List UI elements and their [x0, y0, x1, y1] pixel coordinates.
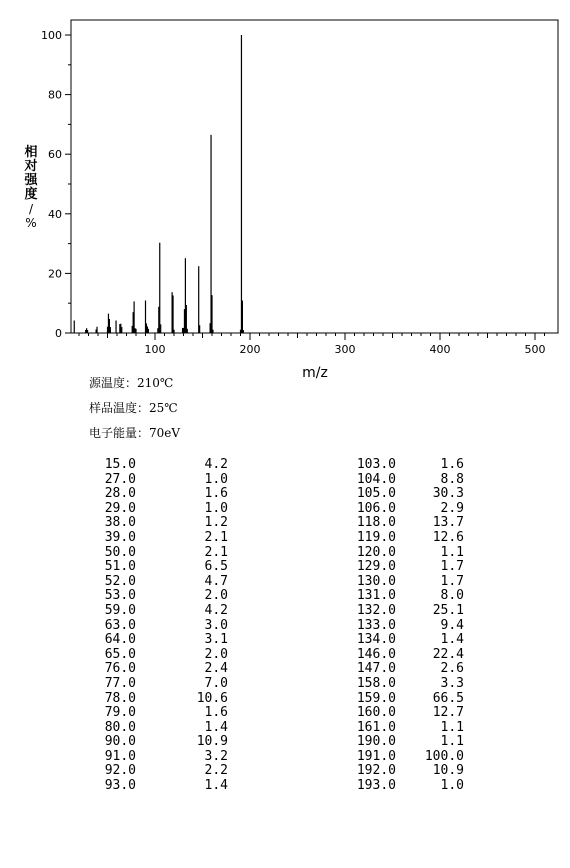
table-row [0, 458, 260, 473]
mz-value: 65.0 [104, 646, 136, 662]
mz-value: 78.0 [104, 690, 136, 706]
mz-value: 38.0 [104, 515, 136, 531]
source-temperature: 源温度：210℃ [89, 376, 174, 390]
y-axis-label-text [24, 146, 38, 230]
table-row [290, 619, 570, 634]
table-row [0, 692, 260, 707]
mz-value: 161.0 [356, 719, 396, 735]
table-row [0, 531, 260, 546]
mz-value: 29.0 [104, 500, 136, 516]
table-row [0, 546, 260, 561]
abundance-value: 4.7 [204, 573, 228, 589]
table-row [290, 531, 570, 546]
abundance-value: 1.6 [440, 457, 464, 472]
mz-value: 92.0 [104, 763, 136, 779]
abundance-value: 2.4 [204, 661, 228, 677]
table-row [0, 604, 260, 619]
x-tick-label: 200 [239, 343, 261, 356]
table-row [0, 706, 260, 721]
table-row [0, 764, 260, 779]
axis-ticks [65, 35, 545, 340]
mz-value: 132.0 [356, 602, 396, 618]
abundance-value: 9.4 [440, 617, 464, 633]
abundance-value: 100.0 [424, 748, 464, 764]
mz-value: 190.0 [356, 734, 396, 750]
mz-value: 76.0 [104, 661, 136, 677]
mass-spectrum-chart [0, 0, 570, 380]
table-row [290, 721, 570, 736]
y-axis-label-char: 相 [24, 145, 38, 160]
mz-value: 79.0 [104, 705, 136, 721]
y-axis-label-char: 对 [24, 159, 38, 174]
abundance-value: 2.6 [440, 661, 464, 677]
y-axis-label [24, 146, 38, 230]
abundance-value: 6.5 [204, 559, 228, 575]
mz-value: 104.0 [356, 471, 396, 487]
abundance-value: 1.6 [204, 486, 228, 502]
table-row [290, 633, 570, 648]
mz-value: 90.0 [104, 734, 136, 750]
y-tick-label: 20 [48, 267, 62, 281]
mz-value: 51.0 [104, 559, 136, 575]
mz-value: 28.0 [104, 486, 136, 502]
table-row [0, 502, 260, 517]
mz-value: 106.0 [356, 500, 396, 516]
table-row [290, 487, 570, 502]
abundance-value: 8.8 [440, 471, 464, 487]
table-row [0, 560, 260, 575]
peak-table-right [290, 458, 570, 794]
table-row [290, 706, 570, 721]
y-axis-label-char: 强 [24, 173, 38, 188]
mz-value: 50.0 [104, 544, 136, 560]
y-tick-label: 80 [48, 88, 62, 102]
table-row [0, 648, 260, 663]
y-axis-label-char: % [25, 216, 37, 230]
abundance-value: 7.0 [204, 675, 228, 691]
table-row [290, 764, 570, 779]
table-row [0, 633, 260, 648]
mz-value: 134.0 [356, 632, 396, 648]
sample-temperature: 样品温度：25℃ [89, 401, 178, 415]
electron-energy: 电子能量：70eV [89, 426, 181, 440]
abundance-value: 2.0 [204, 588, 228, 604]
mz-value: 93.0 [104, 778, 136, 794]
abundance-value: 1.0 [440, 778, 464, 794]
mz-value: 158.0 [356, 675, 396, 691]
mz-value: 39.0 [104, 529, 136, 545]
table-row [0, 750, 260, 765]
abundance-value: 1.7 [440, 559, 464, 575]
abundance-value: 2.2 [204, 763, 228, 779]
table-row [0, 735, 260, 750]
table-row [290, 692, 570, 707]
mz-value: 91.0 [104, 748, 136, 764]
table-row [290, 473, 570, 488]
mz-value: 191.0 [356, 748, 396, 764]
mz-value: 52.0 [104, 573, 136, 589]
abundance-value: 1.1 [440, 544, 464, 560]
abundance-value: 10.9 [432, 763, 464, 779]
table-row [0, 473, 260, 488]
y-tick-label: 40 [48, 207, 62, 221]
mz-value: 130.0 [356, 573, 396, 589]
table-row [0, 487, 260, 502]
abundance-value: 2.0 [204, 646, 228, 662]
abundance-value: 1.4 [204, 778, 228, 794]
y-tick-label: 60 [48, 148, 62, 162]
abundance-value: 3.3 [440, 675, 464, 691]
abundance-value: 12.7 [432, 705, 464, 721]
mz-value: 131.0 [356, 588, 396, 604]
mz-value: 63.0 [104, 617, 136, 633]
table-row [290, 502, 570, 517]
mz-value: 118.0 [356, 515, 396, 531]
abundance-value: 22.4 [432, 646, 464, 662]
x-tick-label: 100 [144, 343, 166, 356]
abundance-value: 10.6 [196, 690, 228, 706]
abundance-value: 3.1 [204, 632, 228, 648]
abundance-value: 2.1 [204, 529, 228, 545]
mz-value: 146.0 [356, 646, 396, 662]
mz-value: 133.0 [356, 617, 396, 633]
mz-value: 53.0 [104, 588, 136, 604]
table-row [290, 735, 570, 750]
mz-value: 160.0 [356, 705, 396, 721]
table-row [0, 619, 260, 634]
mz-value: 15.0 [104, 457, 136, 472]
x-tick-label: 300 [334, 343, 356, 356]
x-tick-label: 400 [429, 343, 451, 356]
abundance-value: 3.2 [204, 748, 228, 764]
abundance-value: 10.9 [196, 734, 228, 750]
abundance-value: 8.0 [440, 588, 464, 604]
abundance-value: 1.6 [204, 705, 228, 721]
abundance-value: 2.1 [204, 544, 228, 560]
abundance-value: 1.2 [204, 515, 228, 531]
table-row [290, 662, 570, 677]
abundance-value: 25.1 [432, 602, 464, 618]
abundance-value: 1.4 [440, 632, 464, 648]
abundance-value: 1.7 [440, 573, 464, 589]
table-row [290, 779, 570, 794]
mz-value: 119.0 [356, 529, 396, 545]
abundance-value: 13.7 [432, 515, 464, 531]
table-row [0, 677, 260, 692]
y-tick-label: 100 [41, 29, 62, 42]
plot-frame [71, 20, 558, 333]
table-row [290, 604, 570, 619]
abundance-value: 1.1 [440, 719, 464, 735]
abundance-value: 12.6 [432, 529, 464, 545]
table-row [0, 779, 260, 794]
y-axis-label-char: / [28, 202, 34, 216]
abundance-value: 1.0 [204, 471, 228, 487]
abundance-value: 1.0 [204, 500, 228, 516]
abundance-value: 30.3 [432, 486, 464, 502]
table-row [290, 516, 570, 531]
table-row [0, 516, 260, 531]
table-row [0, 575, 260, 590]
abundance-value: 3.0 [204, 617, 228, 633]
table-row [290, 648, 570, 663]
x-tick-label: 500 [524, 343, 546, 356]
mz-value: 80.0 [104, 719, 136, 735]
table-row [290, 750, 570, 765]
mz-value: 120.0 [356, 544, 396, 560]
mz-value: 159.0 [356, 690, 396, 706]
abundance-value: 66.5 [432, 690, 464, 706]
abundance-value: 4.2 [204, 602, 228, 618]
mz-value: 64.0 [104, 632, 136, 648]
peak-series [74, 35, 243, 333]
tick-labels [41, 29, 546, 356]
y-axis-label-char: 度 [24, 187, 38, 202]
abundance-value: 2.9 [440, 500, 464, 516]
table-row [0, 662, 260, 677]
mz-value: 103.0 [356, 457, 396, 472]
table-row [290, 575, 570, 590]
table-row [0, 721, 260, 736]
mz-value: 59.0 [104, 602, 136, 618]
table-row [290, 560, 570, 575]
mz-value: 193.0 [356, 778, 396, 794]
y-tick-label: 0 [55, 327, 62, 340]
table-row [290, 458, 570, 473]
table-row [0, 589, 260, 604]
mz-value: 192.0 [356, 763, 396, 779]
abundance-value: 4.2 [204, 457, 228, 472]
mz-value: 27.0 [104, 471, 136, 487]
abundance-value: 1.1 [440, 734, 464, 750]
table-row [290, 677, 570, 692]
mz-value: 129.0 [356, 559, 396, 575]
peak-table-left [0, 458, 260, 794]
mz-value: 147.0 [356, 661, 396, 677]
table-row [290, 546, 570, 561]
mz-value: 77.0 [104, 675, 136, 691]
abundance-value: 1.4 [204, 719, 228, 735]
x-axis-label: m/z [302, 365, 328, 380]
mz-value: 105.0 [356, 486, 396, 502]
table-row [290, 589, 570, 604]
